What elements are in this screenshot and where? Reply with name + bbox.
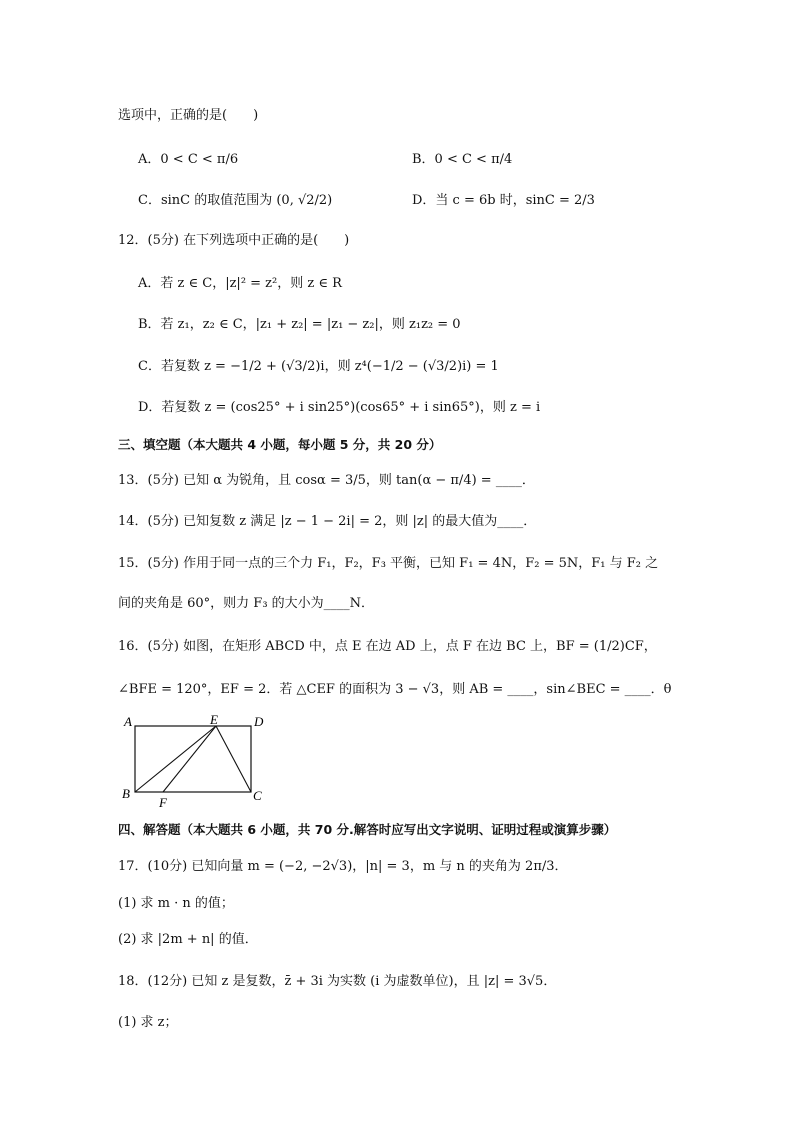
question-15-line2: 间的夹角是 60°，则力 F₃ 的大小为____N． (118, 596, 375, 611)
option-d: D．当 c = 6b 时，sinC = 2/3 (412, 193, 595, 208)
question-16-line1: 16．(5分) 如图，在矩形 ABCD 中，点 E 在边 AD 上，点 F 在边 BC 上，BF = (1/2)CF， (118, 639, 657, 654)
q12-option-a: A．若 z ∈ C，|z|² = z²，则 z ∈ R (138, 276, 342, 291)
question-12: 12．(5分) 在下列选项中正确的是( ) (118, 233, 350, 248)
line-intro: 选项中，正确的是( ) (118, 108, 259, 123)
segment-be (135, 726, 216, 792)
label-e: E (210, 712, 218, 727)
label-f: F (159, 795, 167, 810)
q12-option-d: D．若复数 z = (cos25° + i sin25°)(cos65° + i sin65°)，则 z = i (138, 400, 541, 415)
label-a: A (124, 714, 132, 729)
segment-fe (163, 726, 216, 792)
label-b: B (122, 786, 130, 801)
question-15-line1: 15．(5分) 作用于同一点的三个力 F₁，F₂，F₃ 平衡，已知 F₁ = 4N，F₂ = 5N，F₁ 与 F₂ 之 (118, 556, 659, 571)
option-c: C．sinC 的取值范围为 (0, √2/2) (138, 193, 333, 208)
q12-option-c: C．若复数 z = −1/2 + (√3/2)i，则 z⁴(−1/2 − (√3/2)i) = 1 (138, 359, 499, 374)
question-18-part1: (1) 求 z； (118, 1015, 178, 1030)
question-14: 14．(5分) 已知复数 z 满足 |z − 1 − 2i| = 2，则 |z| 的最大值为____． (118, 514, 537, 529)
label-c: C (253, 788, 262, 803)
question-17: 17．(10分) 已知向量 m = (−2, −2√3)，|n| = 3，m 与 n 的夹角为 2π/3． (118, 859, 568, 874)
label-d: D (254, 714, 264, 729)
question-17-part2: (2) 求 |2m + n| 的值． (118, 932, 258, 947)
question-13: 13．(5分) 已知 α 为锐角，且 cosα = 3/5，则 tan(α − π/4) = ____． (118, 473, 535, 488)
option-b: B．0 < C < π/4 (412, 152, 513, 167)
section-4-heading: 四、解答题（本大题共 6 小题，共 70 分.解答时应写出文字说明、证明过程或演算步骤） (118, 822, 617, 837)
question-17-part1: (1) 求 m · n 的值； (118, 896, 234, 911)
q12-option-b: B．若 z₁，z₂ ∈ C，|z₁ + z₂| = |z₁ − z₂|，则 z₁z₂ = 0 (138, 317, 461, 332)
question-16-line2: ∠BFE = 120°，EF = 2．若 △CEF 的面积为 3 − √3，则 AB = ____，sin∠BEC = ____．θ (118, 682, 672, 697)
question-18: 18．(12分) 已知 z 是复数，z̄ + 3i 为实数 (i 为虚数单位)，且 |z| = 3√5． (118, 974, 557, 989)
section-3-heading: 三、填空题（本大题共 4 小题，每小题 5 分，共 20 分） (118, 437, 442, 452)
option-a: A．0 < C < π/6 (138, 152, 239, 167)
segment-ce (216, 726, 251, 792)
rectangle-figure (118, 710, 268, 810)
